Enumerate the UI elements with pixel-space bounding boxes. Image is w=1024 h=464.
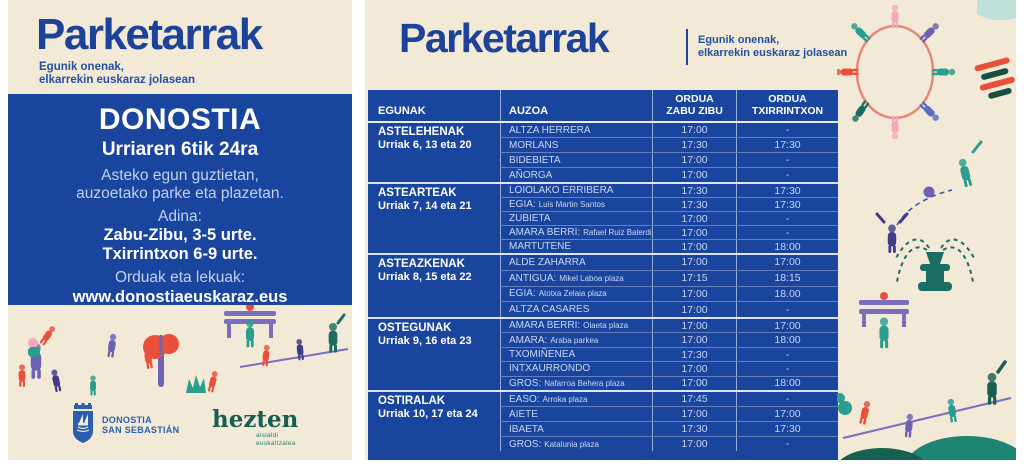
- txirrintxon-time: -: [736, 226, 838, 239]
- day-name: ASTEAZKENAK: [378, 258, 465, 270]
- city-logo-line2: SAN SEBASTIÁN: [102, 425, 180, 435]
- age-label: Adina:: [158, 208, 202, 225]
- auzoa-detail: Olaeta plaza: [583, 321, 629, 331]
- desc-line2: auzoetako parke eta plazetan.: [76, 185, 284, 202]
- table-row: [500, 239, 838, 253]
- auzoa-name: LOIOLAKO ERRIBERA: [509, 185, 614, 196]
- day-cell: [368, 184, 500, 253]
- zabu-zibu-time: 17:00: [652, 123, 736, 137]
- table-row: [500, 361, 838, 375]
- txirrintxon-time: -: [736, 348, 838, 361]
- txirrintxon-time: -: [736, 212, 838, 225]
- zabu-zibu-time: 17:30: [652, 138, 736, 152]
- auzoa-name: ALTZA CASARES: [509, 304, 590, 316]
- table-row: [500, 184, 838, 197]
- zabu-zibu-time: 17:00: [652, 153, 736, 167]
- park-illustration: [837, 0, 1016, 460]
- txirrintxon-time: 17:30: [736, 422, 838, 436]
- auzoa-detail: Araba parkea: [550, 335, 599, 345]
- table-header: [368, 90, 838, 123]
- day-group-astearteak: [368, 182, 838, 253]
- txirrintxon-time: 17:30: [736, 138, 838, 152]
- day-name: OSTEGUNAK: [378, 322, 452, 334]
- tagline-line1: Egunik onenak,: [39, 61, 124, 73]
- table-row: [500, 211, 838, 225]
- zabu-zibu-time: 17:00: [652, 226, 736, 239]
- zabu-zibu-time: 17:15: [652, 271, 736, 286]
- ordua-label: ORDUA: [675, 93, 714, 105]
- event-description: [8, 167, 352, 203]
- circle-dance-icon: [837, 5, 955, 139]
- table-row: [500, 332, 838, 346]
- auzoa-name: TXOMIÑENEA: [509, 349, 576, 361]
- day-name: ASTELEHENAK: [378, 126, 465, 138]
- shrub-icon: [186, 375, 206, 393]
- hezten-sub1: aisialdi: [256, 432, 279, 439]
- day-group-ostiralak: [368, 390, 838, 460]
- zabu-zibu-time: 17:00: [652, 212, 736, 225]
- day-name: ASTEARTEAK: [378, 187, 457, 199]
- playground-illustration: [8, 305, 352, 400]
- txirrintxon-time: -: [736, 437, 838, 451]
- table-row: [500, 436, 838, 451]
- table-row: [500, 152, 838, 167]
- zabu-zibu-label: ZABU ZIBU: [666, 104, 723, 117]
- auzoa-name: ZUBIETA: [509, 213, 551, 224]
- slackline-icon: [843, 362, 1011, 438]
- zabu-zibu-time: 17:00: [652, 362, 736, 375]
- jumping-kid-icon: [207, 370, 218, 392]
- zabu-zibu-time: 17:00: [652, 168, 736, 182]
- table-row: [500, 197, 838, 211]
- auzoa-name: INTXAURRONDO: [509, 363, 591, 375]
- running-kid-icon: [90, 375, 96, 395]
- auzoa-name: GROS:: [509, 438, 542, 450]
- auzoa-name: AMARA BERRI:: [509, 320, 581, 332]
- table-row: [500, 286, 838, 302]
- day-cell: [368, 392, 500, 460]
- age-range-1: Zabu-Zibu, 3-5 urte.: [103, 226, 257, 244]
- tagline-line2: elkarrekin euskaraz jolasean: [39, 73, 195, 86]
- auzoa-name: EASO:: [509, 393, 540, 405]
- standing-person-icon: [879, 317, 888, 348]
- table-row: [500, 255, 838, 270]
- col-header-ordua-txirrintxon: [736, 90, 838, 121]
- txirrintxon-time: 17:00: [736, 255, 838, 270]
- day-dates: Urriak 8, 15 eta 22: [378, 271, 472, 283]
- auzoa-name: ANTIGUA:: [509, 272, 557, 284]
- city-logo-text: [102, 415, 179, 436]
- col-header-egunak: EGUNAK: [378, 105, 426, 117]
- txirrintxon-time: 18:00: [736, 377, 838, 390]
- zabu-zibu-time: 17:30: [652, 198, 736, 211]
- hezten-wordmark: hezten: [212, 406, 299, 433]
- hezten-sub-text: [256, 432, 298, 447]
- zabu-zibu-time: 17:00: [652, 437, 736, 451]
- zabu-zibu-time: 17:45: [652, 392, 736, 406]
- jumping-kid-icon: [859, 400, 872, 425]
- day-name: OSTIRALAK: [378, 395, 446, 407]
- jumping-kid-icon: [107, 333, 117, 357]
- day-group-ostegunak: [368, 317, 838, 390]
- zabu-zibu-time: 17:00: [652, 333, 736, 346]
- auzoa-name: AMARA:: [509, 334, 548, 346]
- day-dates: Urriak 9, 16 eta 23: [378, 335, 472, 347]
- table-row: [500, 167, 838, 182]
- auzoa-detail: Mikel Laboa plaza: [559, 273, 624, 283]
- zabu-zibu-time: 17:00: [652, 319, 736, 332]
- city-name: DONOSTIA: [98, 103, 262, 136]
- auzoa-name: AMARA BERRI:: [509, 227, 581, 238]
- right-poster-panel: [365, 0, 1016, 460]
- table-row: [500, 376, 838, 390]
- zabu-zibu-time: 17:00: [652, 407, 736, 421]
- page-title: Parketarrak: [399, 15, 609, 61]
- auzoa-detail: Rafael Ruiz Balerdi: [583, 228, 652, 237]
- logo-row: [8, 400, 352, 460]
- txirrintxon-time: 18:00: [736, 240, 838, 253]
- txirrintxon-time: 17:30: [736, 184, 838, 197]
- left-poster-panel: [8, 0, 352, 460]
- auzoa-name: MARTUTENE: [509, 241, 572, 252]
- table-row: [500, 137, 838, 152]
- donostia-crest-icon: [70, 403, 96, 447]
- txirrintxon-time: 18:15: [736, 271, 838, 286]
- ball-game-icon: [877, 142, 981, 253]
- table-row: [500, 347, 838, 361]
- table-row: [500, 301, 838, 317]
- event-dates: Urriaren 6tik 24ra: [101, 139, 259, 160]
- day-dates: Urriak 7, 14 eta 21: [378, 200, 472, 212]
- day-dates: Urriak 6, 13 eta 20: [378, 139, 472, 151]
- desc-line1: Asteko egun guztietan,: [101, 167, 259, 184]
- day-group-asteazkenak: [368, 253, 838, 317]
- txirrintxon-time: 17:00: [736, 319, 838, 332]
- table-row: [500, 123, 838, 137]
- txirrintxon-time: 17:30: [736, 198, 838, 211]
- zabu-zibu-time: 17:30: [652, 422, 736, 436]
- col-header-ordua-zabu-zibu: [652, 90, 736, 121]
- auzoa-name: ALTZA HERRERA: [509, 124, 591, 136]
- table-row: [500, 392, 838, 406]
- table-row: [500, 319, 838, 332]
- fountain-icon: [895, 239, 975, 291]
- tagline-line1: Egunik onenak,: [698, 34, 780, 46]
- auzoa-name: AIETE: [509, 408, 538, 420]
- family-playing-icon: [19, 325, 62, 392]
- auzoa-name: MORLANS: [509, 139, 559, 151]
- tagline: [39, 61, 195, 86]
- txirrintxon-time: 18:00: [736, 333, 838, 346]
- corner-shape: [977, 0, 1016, 20]
- auzoa-name: GROS:: [509, 377, 542, 389]
- website-url: www.donostiaeuskaraz.eus: [72, 288, 288, 305]
- col-header-auzoa: AUZOA: [500, 90, 652, 121]
- table-row: [500, 421, 838, 436]
- auzoa-name: AÑORGA: [509, 169, 553, 181]
- table-row: [500, 270, 838, 286]
- zabu-zibu-time: 17:00: [652, 302, 736, 317]
- table-row: [500, 225, 838, 239]
- tagline: [698, 34, 847, 59]
- day-cell: [368, 123, 500, 182]
- zabu-zibu-time: 17:30: [652, 348, 736, 361]
- ordua-label: ORDUA: [768, 93, 807, 105]
- title-divider: [686, 29, 688, 65]
- auzoa-detail: Arroka plaza: [542, 394, 588, 404]
- auzoa-name: BIDEBIETA: [509, 154, 561, 166]
- info-box: [8, 94, 352, 305]
- day-cell: [368, 255, 500, 317]
- zabu-zibu-time: 17:00: [652, 377, 736, 390]
- auzoa-detail: Nafarroa Behera plaza: [544, 378, 625, 388]
- auzoa-detail: Luis Martin Santos: [538, 200, 605, 209]
- tagline-line2: elkarrekin euskaraz jolasean: [698, 46, 848, 59]
- zabu-zibu-time: 17:00: [652, 287, 736, 302]
- auzoa-name: IBAETA: [509, 423, 544, 435]
- day-cell: [368, 319, 500, 390]
- hezten-logo: [212, 408, 298, 447]
- zabu-zibu-time: 17:00: [652, 240, 736, 253]
- table-row: [500, 406, 838, 421]
- city-logo-line1: DONOSTIA: [102, 414, 152, 425]
- day-dates: Urriak 10, 17 eta 24: [378, 408, 478, 420]
- txirrintxon-time: -: [736, 123, 838, 137]
- page-title: Parketarrak: [36, 10, 262, 59]
- txirrintxon-time: -: [736, 392, 838, 406]
- txirrintxon-time: -: [736, 168, 838, 182]
- txirrintxon-time: -: [736, 362, 838, 375]
- auzoa-name: EGIA:: [509, 288, 536, 300]
- hezten-sub2: euskaltzalea: [256, 439, 296, 447]
- zabu-zibu-time: 17:30: [652, 184, 736, 197]
- plant-icon: [974, 57, 1016, 101]
- auzoa-detail: Atotxa Zelaia plaza: [538, 289, 607, 299]
- day-group-astelehenak: [368, 123, 838, 182]
- txirrintxon-time: 18.00: [736, 287, 838, 302]
- auzoa-detail: Katalunia plaza: [544, 439, 599, 449]
- txirrintxon-time: 17:00: [736, 407, 838, 421]
- zabu-zibu-time: 17:00: [652, 255, 736, 270]
- schedule-label: Orduak eta lekuak:: [114, 269, 246, 286]
- standing-person-icon: [246, 320, 254, 347]
- txirrintxon-time: -: [736, 153, 838, 167]
- txirrintxon-time: -: [736, 302, 838, 317]
- auzoa-name: ALDE ZAHARRA: [509, 256, 586, 268]
- auzoa-name: EGIA:: [509, 199, 536, 210]
- age-range-2: Txirrintxon 6-9 urte.: [102, 245, 258, 263]
- city-logo: [70, 403, 179, 447]
- schedule-table: [368, 90, 838, 460]
- txirrintxon-label: TXIRRINTXON: [751, 104, 824, 117]
